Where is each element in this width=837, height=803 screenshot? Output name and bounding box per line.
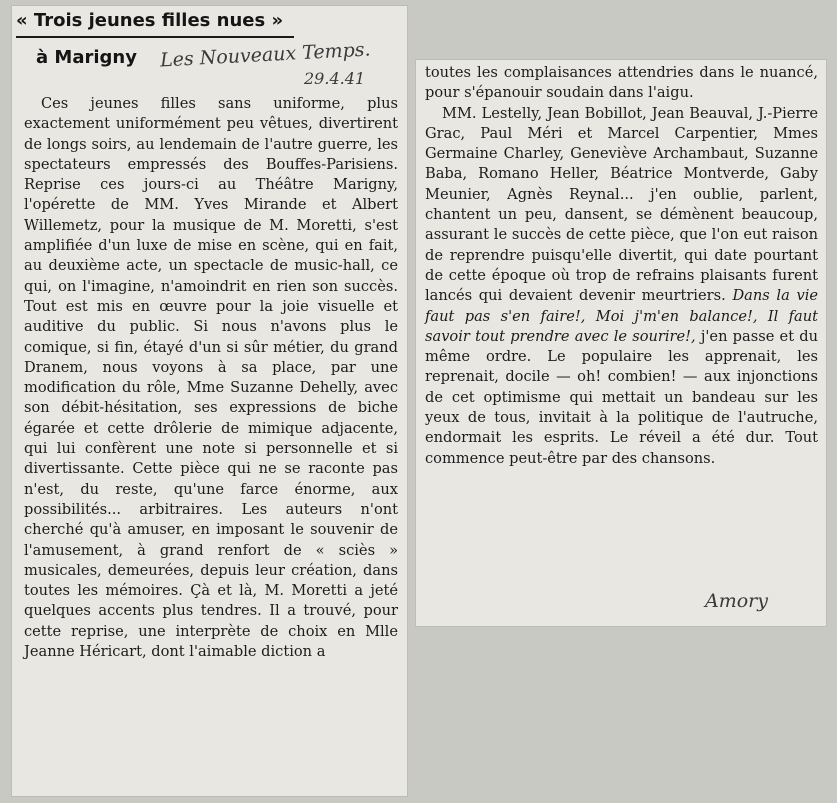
right-paragraph-1: toutes les complaisances attendries dans le nuancé, pour s'épanouir soudain dans l'aigu. (425, 64, 818, 102)
article-subtitle: à Marigny (36, 47, 137, 68)
article-title: « Trois jeunes filles nues » (16, 10, 284, 31)
handwritten-date-note: 29.4.41 (304, 69, 366, 88)
song-titles: Dans la vie faut pas s'en faire!, Moi j'm'en balance!, Il faut savoir tout prendre avec le sourire!, (425, 287, 819, 345)
left-column-text (24, 94, 398, 662)
right-paragraph-2-text: MM. Lestelly, Jean Bobillot, Jean Beauval, J.-Pierre Grac, Paul Méri et Marcel Carpentier, Mmes Germaine Charley, Geneviève Archambaut, Suzanne Baba, Romano Heller, Béatrice Montverde, Gaby Meunier, Agnès Reynal... j'en oublie, parlent, chantent un peu, dansent, se démènent beaucoup, assurant le succès de cette pièce, que l'on eut raison de reprendre puisqu'elle divertit, qui date pourtant de cette époque où trop de refrains plaisants furent lancés qui devaient devenir meurtriers. (425, 104, 818, 305)
left-paragraph: Ces jeunes filles sans uniforme, plus exactement uniformément peu vêtues, divertirent de longs soirs, au lendemain de l'autre guerre, les spectateurs empressés des Bouffes-Parisiens. Reprise ces jours-ci au Théâtre Marigny, l'opérette de MM. Yves Mirande et Albert Willemetz, pour la musique de M. Moretti, s'est amplifiée d'un luxe de mise en scène, qui en fait, au deuxième acte, un spectacle de music-hall, ce qui, on l'imagine, n'amoindrit en rien son succès. Tout est mis en œuvre pour la joie visuelle et auditive du public. Si nous n'avons plus le comique, si fin, étayé d'un si sûr métier, du grand Dranem, nous voyons à sa place, par une modification du rôle, Mme Suzanne Dehelly, avec son débit-hésitation, ses expressions de biche égarée et cette drôlerie de mimique adjacente, qui lui confèrent une note si personnelle et si divertissante. Cette pièce qui ne se raconte pas n'est, du reste, qu'une farce énorme, aux possibilités... arbitraires. Les auteurs n'ont cherché qu'à amuser, en imposant le souvenir de l'amusement, à grand renfort de « sciès » musicales, demeurées, depuis leur création, dans toutes les mémoires. Çà et là, M. Moretti a jeté quelques accents plus tendres. Il a trouvé, pour cette reprise, une interprète de choix en Mlle Jeanne Héricart, dont l'aimable diction a (24, 95, 398, 661)
right-column-text (425, 63, 818, 469)
title-rule (16, 36, 294, 38)
handwritten-signature: Amory (705, 590, 768, 612)
right-paragraph-2-tail: j'en passe et du même ordre. Le populaire les apprenait, les reprenait, docile — oh! combien! — aux injonctions de cet optimisme qui mettait un bandeau sur les yeux de tous, invitait à la politique de l'autruche, endormait les esprits. Le réveil a été dur. Tout commence peut-être par des chansons. (425, 327, 819, 467)
right-paragraph-2 (425, 104, 818, 469)
handwritten-source-note: Les Nouveaux Temps. (159, 38, 372, 72)
